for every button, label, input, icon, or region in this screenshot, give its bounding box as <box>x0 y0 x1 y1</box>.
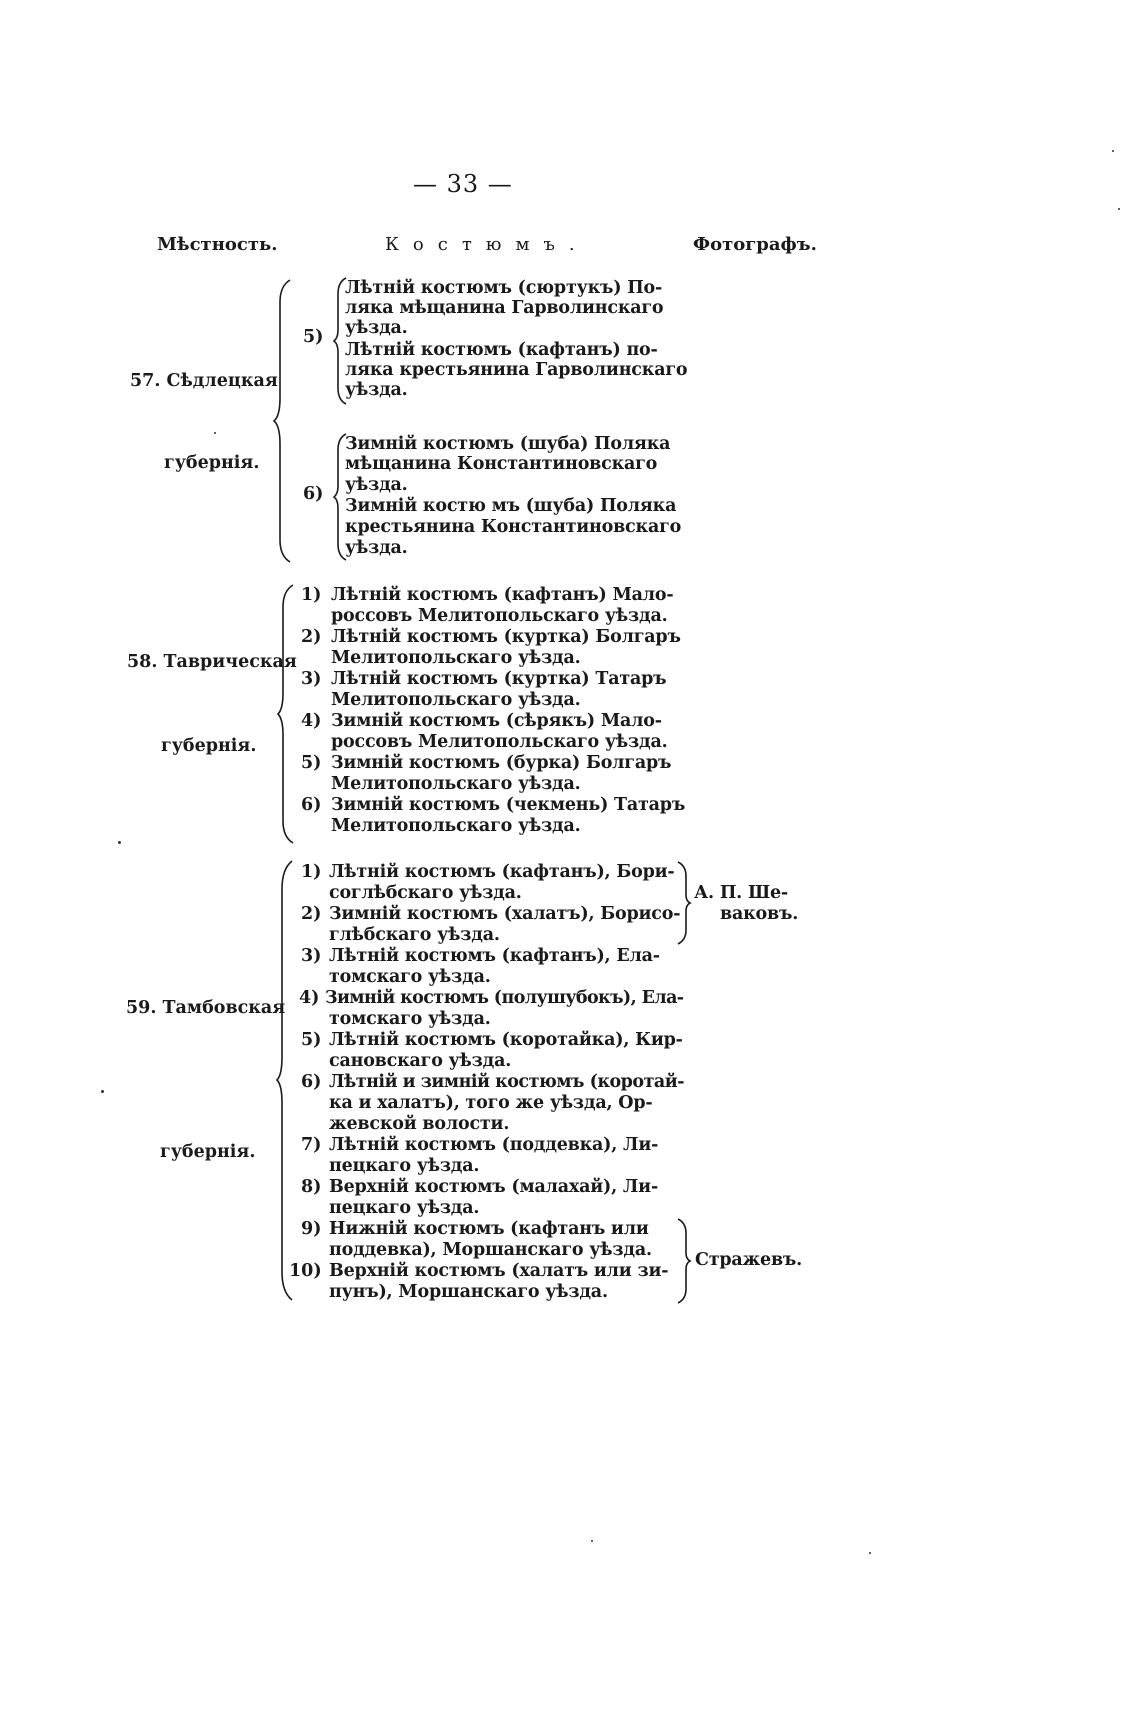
scan-speck <box>591 1540 593 1542</box>
region-59-name: 59. Тамбовская <box>126 998 286 1018</box>
item-number: 3) <box>301 946 322 966</box>
group-line: ляка мѣщанина Гарволинскаго <box>345 298 664 318</box>
item-line: Мелитопольскаго уѣзда. <box>331 774 581 794</box>
item-line: томскаго уѣзда. <box>329 967 491 987</box>
item-number: 3) <box>301 669 322 689</box>
photographer-line: ваковъ. <box>720 904 799 924</box>
item-line: Верхній костюмъ (халатъ или зи- <box>329 1261 669 1281</box>
item-number: 8) <box>301 1177 322 1197</box>
item-line: томскаго уѣзда. <box>329 1009 491 1029</box>
item-number: 2) <box>301 904 322 924</box>
item-line: Зимній костюмъ (чекмень) Татаръ <box>331 795 686 815</box>
item-number: 1) <box>301 585 322 605</box>
group-number: 6) <box>303 484 324 504</box>
region-57-suffix: губернія. <box>164 453 260 473</box>
photographer-line: А. П. Ше- <box>694 883 788 903</box>
region-58-name: 58. Таврическая <box>127 652 297 672</box>
item-line: Лѣтній костюмъ (кафтанъ), Ела- <box>329 946 660 966</box>
scan-speck <box>869 1552 871 1554</box>
group-line: уѣзда. <box>345 475 408 495</box>
item-line: пунъ), Моршанскаго уѣзда. <box>329 1282 608 1302</box>
item-line: ка и халатъ), того же уѣзда, Ор- <box>329 1093 653 1113</box>
scan-speck <box>118 841 121 844</box>
scan-speck <box>1118 208 1120 210</box>
photographer-brace <box>676 1219 690 1303</box>
region-57-name: 57. Сѣдлецкая <box>130 371 278 391</box>
group-line: уѣзда. <box>345 538 408 558</box>
page-number: — 33 — <box>413 170 513 198</box>
region-58-suffix: губернія. <box>161 736 257 756</box>
item-line: Лѣтній костюмъ (поддевка), Ли- <box>329 1135 659 1155</box>
item-line: Мелитопольскаго уѣзда. <box>331 816 581 836</box>
scan-speck <box>1112 150 1114 152</box>
item-number: 4) <box>299 988 320 1008</box>
item-line: Мелитопольскаго уѣзда. <box>331 690 581 710</box>
header-photographer: Фотографъ. <box>693 234 817 255</box>
item-line: Лѣтній костюмъ (кафтанъ), Бори- <box>329 862 675 882</box>
photographer-brace <box>676 862 690 944</box>
group-line: Лѣтній костюмъ (сюртукъ) По- <box>345 278 663 298</box>
item-line: Лѣтній костюмъ (коротайка), Кир- <box>329 1030 683 1050</box>
header-costume: Костюмъ. <box>385 234 589 255</box>
item-line: Лѣтній костюмъ (куртка) Татаръ <box>331 669 667 689</box>
region-59-suffix: губернія. <box>160 1142 256 1162</box>
scan-speck <box>214 432 216 434</box>
item-line: пецкаго уѣзда. <box>329 1156 480 1176</box>
item-line: Лѣтній костюмъ (кафтанъ) Мало- <box>331 585 674 605</box>
item-line: сановскаго уѣзда. <box>329 1051 512 1071</box>
item-number: 5) <box>301 1030 322 1050</box>
group-line: ляка крестьянина Гарволинскаго <box>345 360 688 380</box>
item-line: пецкаго уѣзда. <box>329 1198 480 1218</box>
photographer-line: Стражевъ. <box>695 1250 803 1270</box>
header-locality: Мѣстность. <box>157 234 278 255</box>
group-line: уѣзда. <box>345 380 408 400</box>
item-line: Нижній костюмъ (кафтанъ или <box>329 1219 649 1239</box>
item-line: Зимній костюмъ (полушубокъ), Ела- <box>325 988 684 1008</box>
item-line: Зимній костюмъ (бурка) Болгаръ <box>331 753 672 773</box>
item-line: Зимній костюмъ (сѣрякъ) Мало- <box>331 711 662 731</box>
item-number: 5) <box>301 753 322 773</box>
section-59-brace <box>277 861 295 1300</box>
item-number: 4) <box>301 711 322 731</box>
group-line: крестьянина Константиновскаго <box>345 517 682 537</box>
item-line: глѣбскаго уѣзда. <box>329 925 500 945</box>
item-number: 1) <box>301 862 322 882</box>
item-line: Лѣтній и зимній костюмъ (коротай- <box>329 1072 684 1092</box>
group-line: Лѣтній костюмъ (кафтанъ) по- <box>345 340 658 360</box>
item-line: Верхній костюмъ (малахай), Ли- <box>329 1177 659 1197</box>
item-line: россовъ Мелитопольскаго уѣзда. <box>331 606 668 626</box>
item-line: Лѣтній костюмъ (куртка) Болгаръ <box>331 627 681 647</box>
item-number: 6) <box>301 1072 322 1092</box>
item-line: соглѣбскаго уѣзда. <box>329 883 522 903</box>
group-line: мѣщанина Константиновскаго <box>345 454 658 474</box>
section-58-brace <box>278 585 296 843</box>
item-line: Мелитопольскаго уѣзда. <box>331 648 581 668</box>
item-line: Зимній костюмъ (халатъ), Борисо- <box>329 904 681 924</box>
group-line: Зимній костю мъ (шуба) Поляка <box>345 496 677 516</box>
group-number: 5) <box>303 327 324 347</box>
item-line: поддевка), Моршанскаго уѣзда. <box>329 1240 652 1260</box>
group-line: уѣзда. <box>345 318 408 338</box>
group-line: Зимній костюмъ (шуба) Поляка <box>345 434 671 454</box>
section-57-brace <box>274 280 294 562</box>
item-number: 7) <box>301 1135 322 1155</box>
item-number: 6) <box>301 795 322 815</box>
item-line: жевской волости. <box>329 1114 510 1134</box>
item-number: 9) <box>301 1219 322 1239</box>
item-number: 10) <box>289 1261 322 1281</box>
scan-speck <box>101 1090 104 1093</box>
item-number: 2) <box>301 627 322 647</box>
item-line: россовъ Мелитопольскаго уѣзда. <box>331 732 668 752</box>
